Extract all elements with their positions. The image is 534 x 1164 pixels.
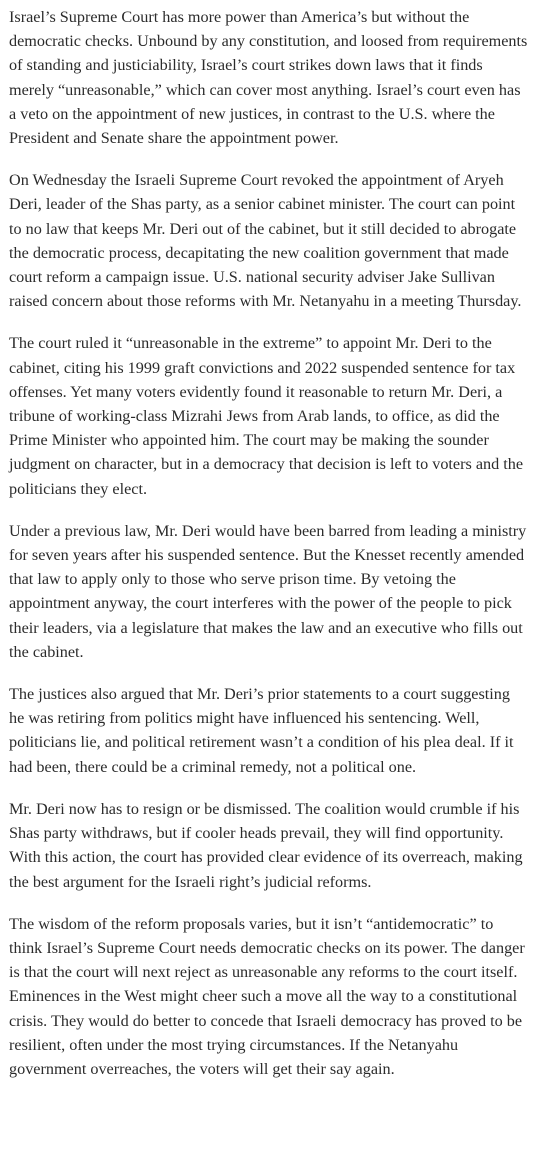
article-paragraph: Mr. Deri now has to resign or be dismissed. The coalition would crumble if his Shas party withdraws, but if cooler heads prevail, they will find opportunity. With this action, the court has provided clear evidence of its overreach, making the best argument for the Israeli right’s judicial reforms. [9, 799, 523, 891]
article-paragraph: Israel’s Supreme Court has more power than America’s but without the democratic checks. Unbound by any constitution, and loosed from requirements of standing and justiciability, Israel’s court strikes down laws that it finds merely “unreasonable,” which can cover most anything. Israel’s court even has a veto on the appointment of new justices, in contrast to the U.S. where the President and Senate share the appointment power. [9, 8, 528, 148]
article-paragraph: On Wednesday the Israeli Supreme Court revoked the appointment of Aryeh Deri, leader of the Shas party, as a senior cabinet minister. The court can point to no law that keeps Mr. Deri out of the cabinet, but it still decided to abrogate the democratic process, decapitating the new coalition government that made court reform a campaign issue. U.S. national security adviser Jake Sullivan raised concern about those reforms with Mr. Netanyahu in a meeting Thursday. [9, 171, 522, 311]
article-paragraph: The justices also argued that Mr. Deri’s prior statements to a court suggesting he was retiring from politics might have influenced his sentencing. Well, politicians lie, and political retirement wasn’t a condition of his plea deal. If it had been, there could be a criminal remedy, not a political one. [9, 685, 514, 776]
article-paragraph: The wisdom of the reform proposals varies, but it isn’t “antidemocratic” to think Israel’s Supreme Court needs democratic checks on its power. The danger is that the court will next reject as unreasonable any reforms to the court itself. Eminences in the West might cheer such a move all the way to a constitutional crisis. They would do better to concede that Israeli democracy has proved to be resilient, often under the most trying circumstances. If the Netanyahu government overreaches, the voters will get their say again. [9, 914, 525, 1078]
article-paragraph: The court ruled it “unreasonable in the extreme” to appoint Mr. Deri to the cabinet, citing his 1999 graft convictions and 2022 suspended sentence for tax offenses. Yet many voters evidently found it reasonable to return Mr. Deri, a tribune of working-class Mizrahi Jews from Arab lands, to office, as did the Prime Minister who appointed him. The court may be making the sounder judgment on character, but in a democracy that decision is left to voters and the politicians they elect. [9, 334, 524, 498]
article-paragraph: Under a previous law, Mr. Deri would have been barred from leading a ministry for seven years after his suspended sentence. But the Knesset recently amended that law to apply only to those who serve prison time. By vetoing the appointment anyway, the court interferes with the power of the people to pick their leaders, via a legislature that makes the law and an executive who fills out the cabinet. [9, 521, 527, 661]
